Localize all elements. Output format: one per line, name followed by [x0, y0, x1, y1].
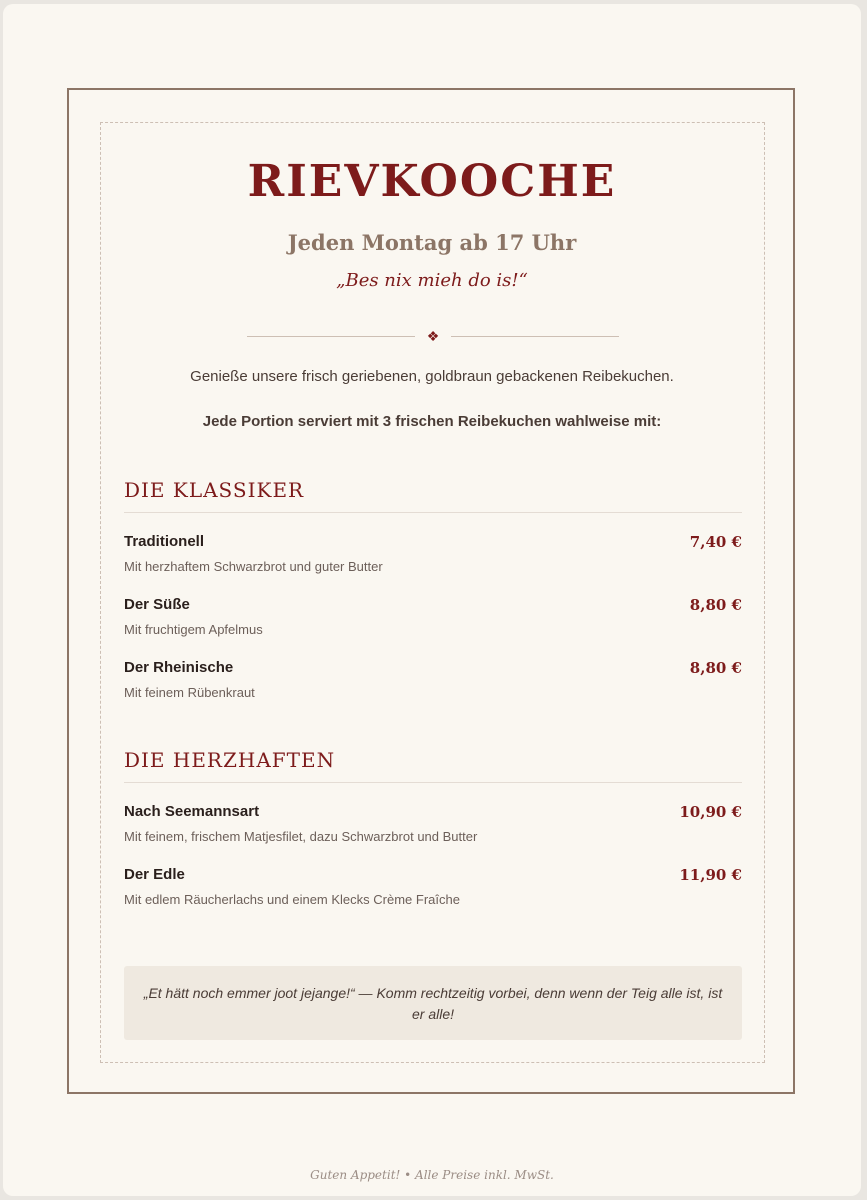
intro-text: Genieße unsere frisch geriebenen, goldbraun gebackenen Reibekuchen. — [190, 368, 674, 385]
section-title-herzhaften: DIE HERZHAFTEN — [124, 746, 742, 783]
menu-item-price: 8,80 € — [689, 596, 742, 614]
menu-item-description: Mit edlem Räucherlachs und einem Klecks Crème Fraîche — [124, 892, 460, 907]
intro-portion-text: Jede Portion serviert mit 3 frischen Reibekuchen wahlweise mit: — [202, 413, 662, 430]
divider-line-right — [451, 336, 619, 337]
menu-item-description: Mit feinem, frischem Matjesfilet, dazu Schwarzbrot und Butter — [124, 829, 478, 844]
menu-item-price: 8,80 € — [689, 659, 742, 677]
menu-item — [124, 532, 742, 592]
menu-item-name: Der Rheinische — [124, 659, 234, 676]
menu-item-name: Der Edle — [124, 866, 185, 883]
note-box: „Et hätt noch emmer joot jejange!“ — Komm rechtzeitig vorbei, denn wenn der Teig alle ist, ist er alle! — [124, 966, 742, 1040]
footer-text: Guten Appetit! • Alle Preise inkl. MwSt. — [310, 1168, 554, 1182]
ornament-icon: ❖ — [426, 328, 440, 344]
section-title-klassiker: DIE KLASSIKER — [124, 476, 742, 513]
menu-page — [3, 4, 861, 1196]
menu-title: RIEVKOOCHE — [247, 156, 617, 207]
menu-subtitle: Jeden Montag ab 17 Uhr — [287, 230, 577, 255]
menu-motto: „Bes nix mieh do is!“ — [336, 270, 528, 291]
menu-item — [124, 802, 742, 862]
menu-item — [124, 658, 742, 718]
menu-item — [124, 595, 742, 655]
menu-item-price: 10,90 € — [679, 803, 742, 821]
menu-item-name: Nach Seemannsart — [124, 803, 260, 820]
menu-item-price: 11,90 € — [679, 866, 742, 884]
menu-item-price: 7,40 € — [689, 533, 742, 551]
menu-item — [124, 865, 742, 925]
divider-line-left — [247, 336, 415, 337]
menu-item-name: Traditionell — [124, 533, 205, 550]
menu-item-description: Mit fruchtigem Apfelmus — [124, 622, 263, 637]
menu-item-name: Der Süße — [124, 596, 190, 613]
menu-item-description: Mit feinem Rübenkraut — [124, 685, 255, 700]
menu-item-description: Mit herzhaftem Schwarzbrot und guter Butter — [124, 559, 383, 574]
